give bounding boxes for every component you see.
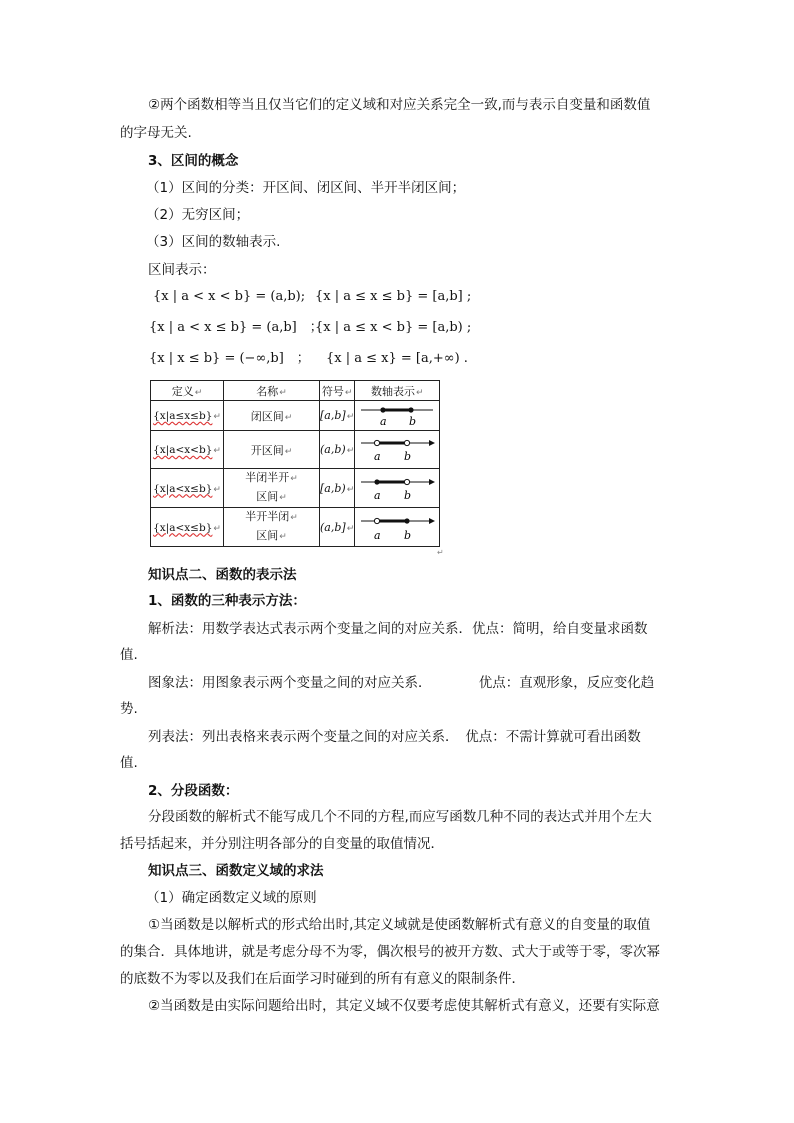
formula: {x | a ≤ x < b} = [a,b) ; — [315, 320, 472, 335]
symbol-cell: [a,b)↵ — [320, 469, 355, 508]
formula: {x | a < x ≤ b} = (a,b] ； — [149, 320, 323, 335]
table-row — [151, 469, 440, 508]
svg-text:a: a — [374, 528, 381, 541]
list-item: （1）区间的分类：开区间、闭区间、半开半闭区间； — [146, 180, 466, 196]
number-line-half-closed — [357, 472, 437, 502]
list-item: （2）无穷区间； — [146, 207, 250, 223]
formula: {x | x ≤ b} = (−∞,b] ； — [149, 351, 310, 366]
table-row — [151, 431, 440, 469]
table-end-mark: ↵ — [437, 548, 444, 557]
list-item: （3）区间的数轴表示. — [146, 234, 281, 250]
paragraph-line: ①当函数是以解析式的形式给出时,其定义域就是使函数解析式有意义的自变量的取值 — [148, 917, 651, 933]
paragraph-line: ②两个函数相等当且仅当它们的定义域和对应关系完全一致,而与表示自变量和函数值 — [148, 97, 651, 113]
table-row — [151, 401, 440, 431]
section-heading: 知识点三、函数定义域的求法 — [148, 863, 324, 879]
svg-text:b: b — [409, 415, 417, 427]
def-cell: {x|a<x≤b}↵ — [151, 469, 224, 508]
formula: {x | a ≤ x} = [a,+∞) . — [326, 351, 468, 366]
svg-text:b: b — [404, 450, 412, 463]
paragraph-line: 解析法：用数学表达式表示两个变量之间的对应关系．优点：简明，给自变量求函数 — [148, 621, 648, 637]
number-line-cell — [355, 431, 440, 469]
paragraph-line: 括号括起来，并分别注明各部分的自变量的取值情况． — [120, 836, 444, 852]
def-cell: {x|a<x<b}↵ — [151, 431, 224, 469]
number-line-half-open — [357, 511, 437, 541]
subsection-heading: 1、函数的三种表示方法： — [148, 593, 306, 609]
paragraph-line: 列表法：列出表格来表示两个变量之间的对应关系． 优点：不需计算就可看出函数 — [148, 729, 641, 745]
symbol-cell: (a,b]↵ — [320, 508, 355, 547]
def-cell: {x|a<x≤b}↵ — [151, 508, 224, 547]
def-cell: {x|a≤x≤b}↵ — [151, 401, 224, 431]
subsection-heading: 2、分段函数： — [148, 783, 239, 799]
number-line-open — [357, 433, 437, 463]
svg-text:a: a — [380, 415, 387, 427]
number-line-cell — [355, 469, 440, 508]
paragraph-line: 值. — [120, 647, 138, 663]
name-cell: 闭区间↵ — [224, 401, 320, 431]
list-item: （1）确定函数定义域的原则 — [146, 890, 317, 906]
symbol-cell: [a,b]↵ — [320, 401, 355, 431]
interval-table — [150, 380, 440, 547]
name-cell: 半闭半开↵ 区间↵ — [224, 469, 320, 508]
paragraph-line: 分段函数的解析式不能写成几个不同的方程,而应写函数几种不同的表达式并用个左大 — [148, 809, 652, 825]
paragraph-line: 图象法：用图象表示两个变量之间的对应关系． 优点：直观形象，反应变化趋 — [148, 675, 655, 691]
paragraph-line: 势. — [120, 701, 138, 717]
section-heading: 知识点二、函数的表示法 — [148, 567, 297, 583]
section-heading: 3、区间的概念 — [148, 153, 239, 169]
table-header: 名称↵ — [224, 381, 320, 401]
table-header: 符号↵ — [320, 381, 355, 401]
svg-text:b: b — [404, 488, 412, 502]
svg-text:b: b — [404, 528, 412, 541]
symbol-cell: (a,b)↵ — [320, 431, 355, 469]
table-row — [151, 508, 440, 547]
table-header: 数轴表示↵ — [355, 381, 440, 401]
paragraph-line: 的集合．具体地讲，就是考虑分母不为零，偶次根号的被开方数、式大于或等于零，零次幂 — [120, 944, 660, 960]
paragraph-line: ②当函数是由实际问题给出时，其定义域不仅要考虑使其解析式有意义，还要有实际意 — [148, 998, 660, 1014]
number-line-closed — [357, 401, 437, 427]
paragraph-line: 值. — [120, 755, 138, 771]
formula: {x | a < x < b} = (a,b); — [153, 289, 306, 304]
number-line-cell — [355, 508, 440, 547]
formula: {x | a ≤ x ≤ b} = [a,b] ; — [315, 289, 472, 304]
table-header: 定义↵ — [151, 381, 224, 401]
paragraph-line: 的字母无关. — [120, 125, 192, 141]
paragraph-line: 的底数不为零以及我们在后面学习时碰到的所有有意义的限制条件． — [120, 971, 525, 987]
name-cell: 半开半闭↵ 区间↵ — [224, 508, 320, 547]
svg-text:a: a — [374, 488, 381, 502]
label-text: 区间表示： — [148, 262, 216, 278]
table-header-row — [151, 381, 440, 401]
number-line-cell — [355, 401, 440, 431]
svg-text:a: a — [374, 450, 381, 463]
name-cell: 开区间↵ — [224, 431, 320, 469]
